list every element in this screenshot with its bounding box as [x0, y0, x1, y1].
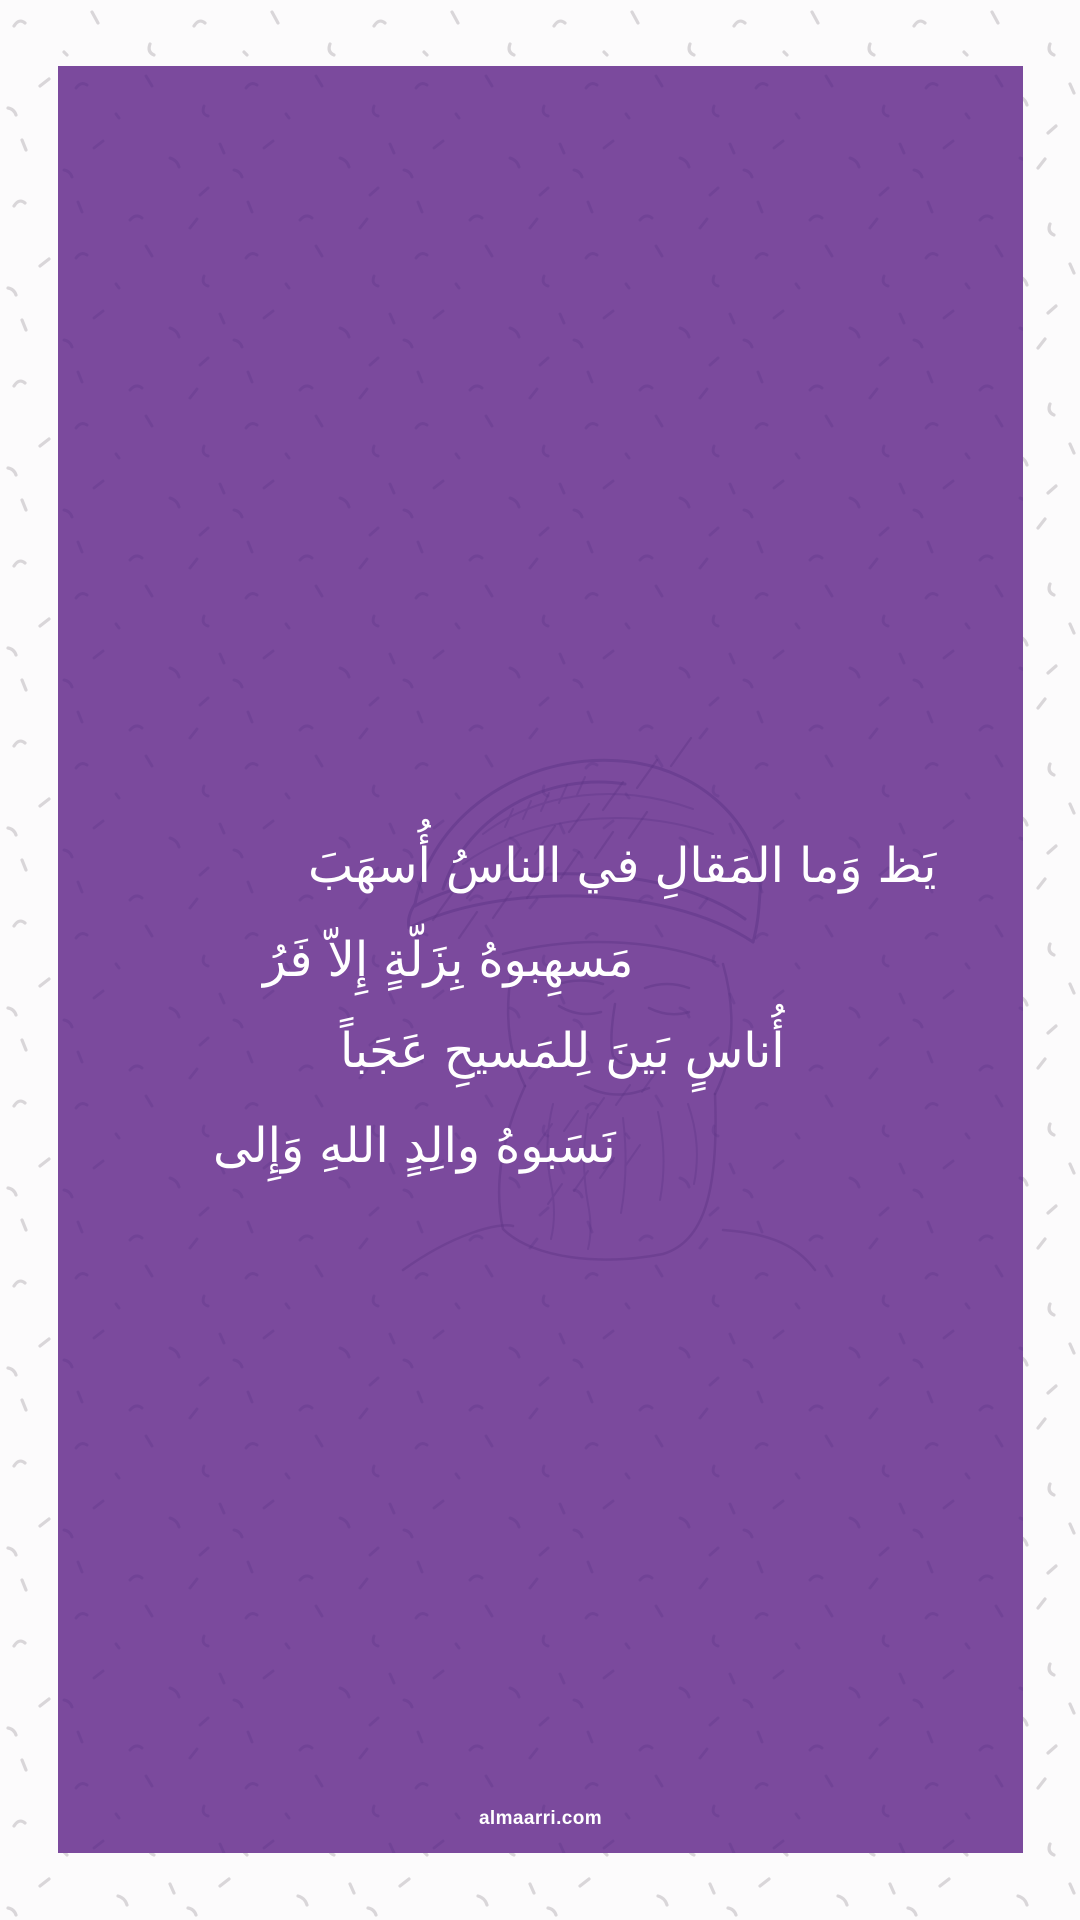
- poem-word: نَسَبوهُ: [495, 1118, 616, 1174]
- poem-word: مَسهِبوهُ: [478, 932, 634, 988]
- poem-line-1: [308, 834, 936, 899]
- poem-word: المَقالِ: [654, 838, 784, 894]
- poem-word: إِلاّ: [327, 932, 369, 988]
- poem-word: بِزَلّةٍ: [383, 932, 464, 988]
- site-url: almaarri.com: [478, 1808, 603, 1829]
- poem-word: في: [576, 838, 640, 894]
- poem-word: والِدٍ: [403, 1118, 481, 1174]
- poem-word: يَظ: [877, 838, 937, 894]
- poem-word: وَإِلى: [213, 1118, 305, 1174]
- poem-word: اللهِ: [319, 1118, 389, 1174]
- poem-line-3: [340, 1019, 785, 1084]
- poem-word: عَجَباً: [340, 1023, 429, 1079]
- poem-line-2: [263, 928, 633, 993]
- poem-word: أُناسٍ: [684, 1023, 785, 1079]
- poem-word: الناسُ: [445, 838, 562, 894]
- poem-verses: [58, 66, 1023, 1853]
- poem-word: وَما: [798, 838, 863, 894]
- poem-word: لِلمَسيحِ: [443, 1023, 591, 1079]
- poem-word: أُسهَبَ: [308, 838, 431, 894]
- poem-line-4: [213, 1114, 616, 1179]
- poem-card: [58, 66, 1023, 1853]
- poem-word: فَرُ: [263, 932, 313, 988]
- poem-word: بَينَ: [605, 1023, 670, 1079]
